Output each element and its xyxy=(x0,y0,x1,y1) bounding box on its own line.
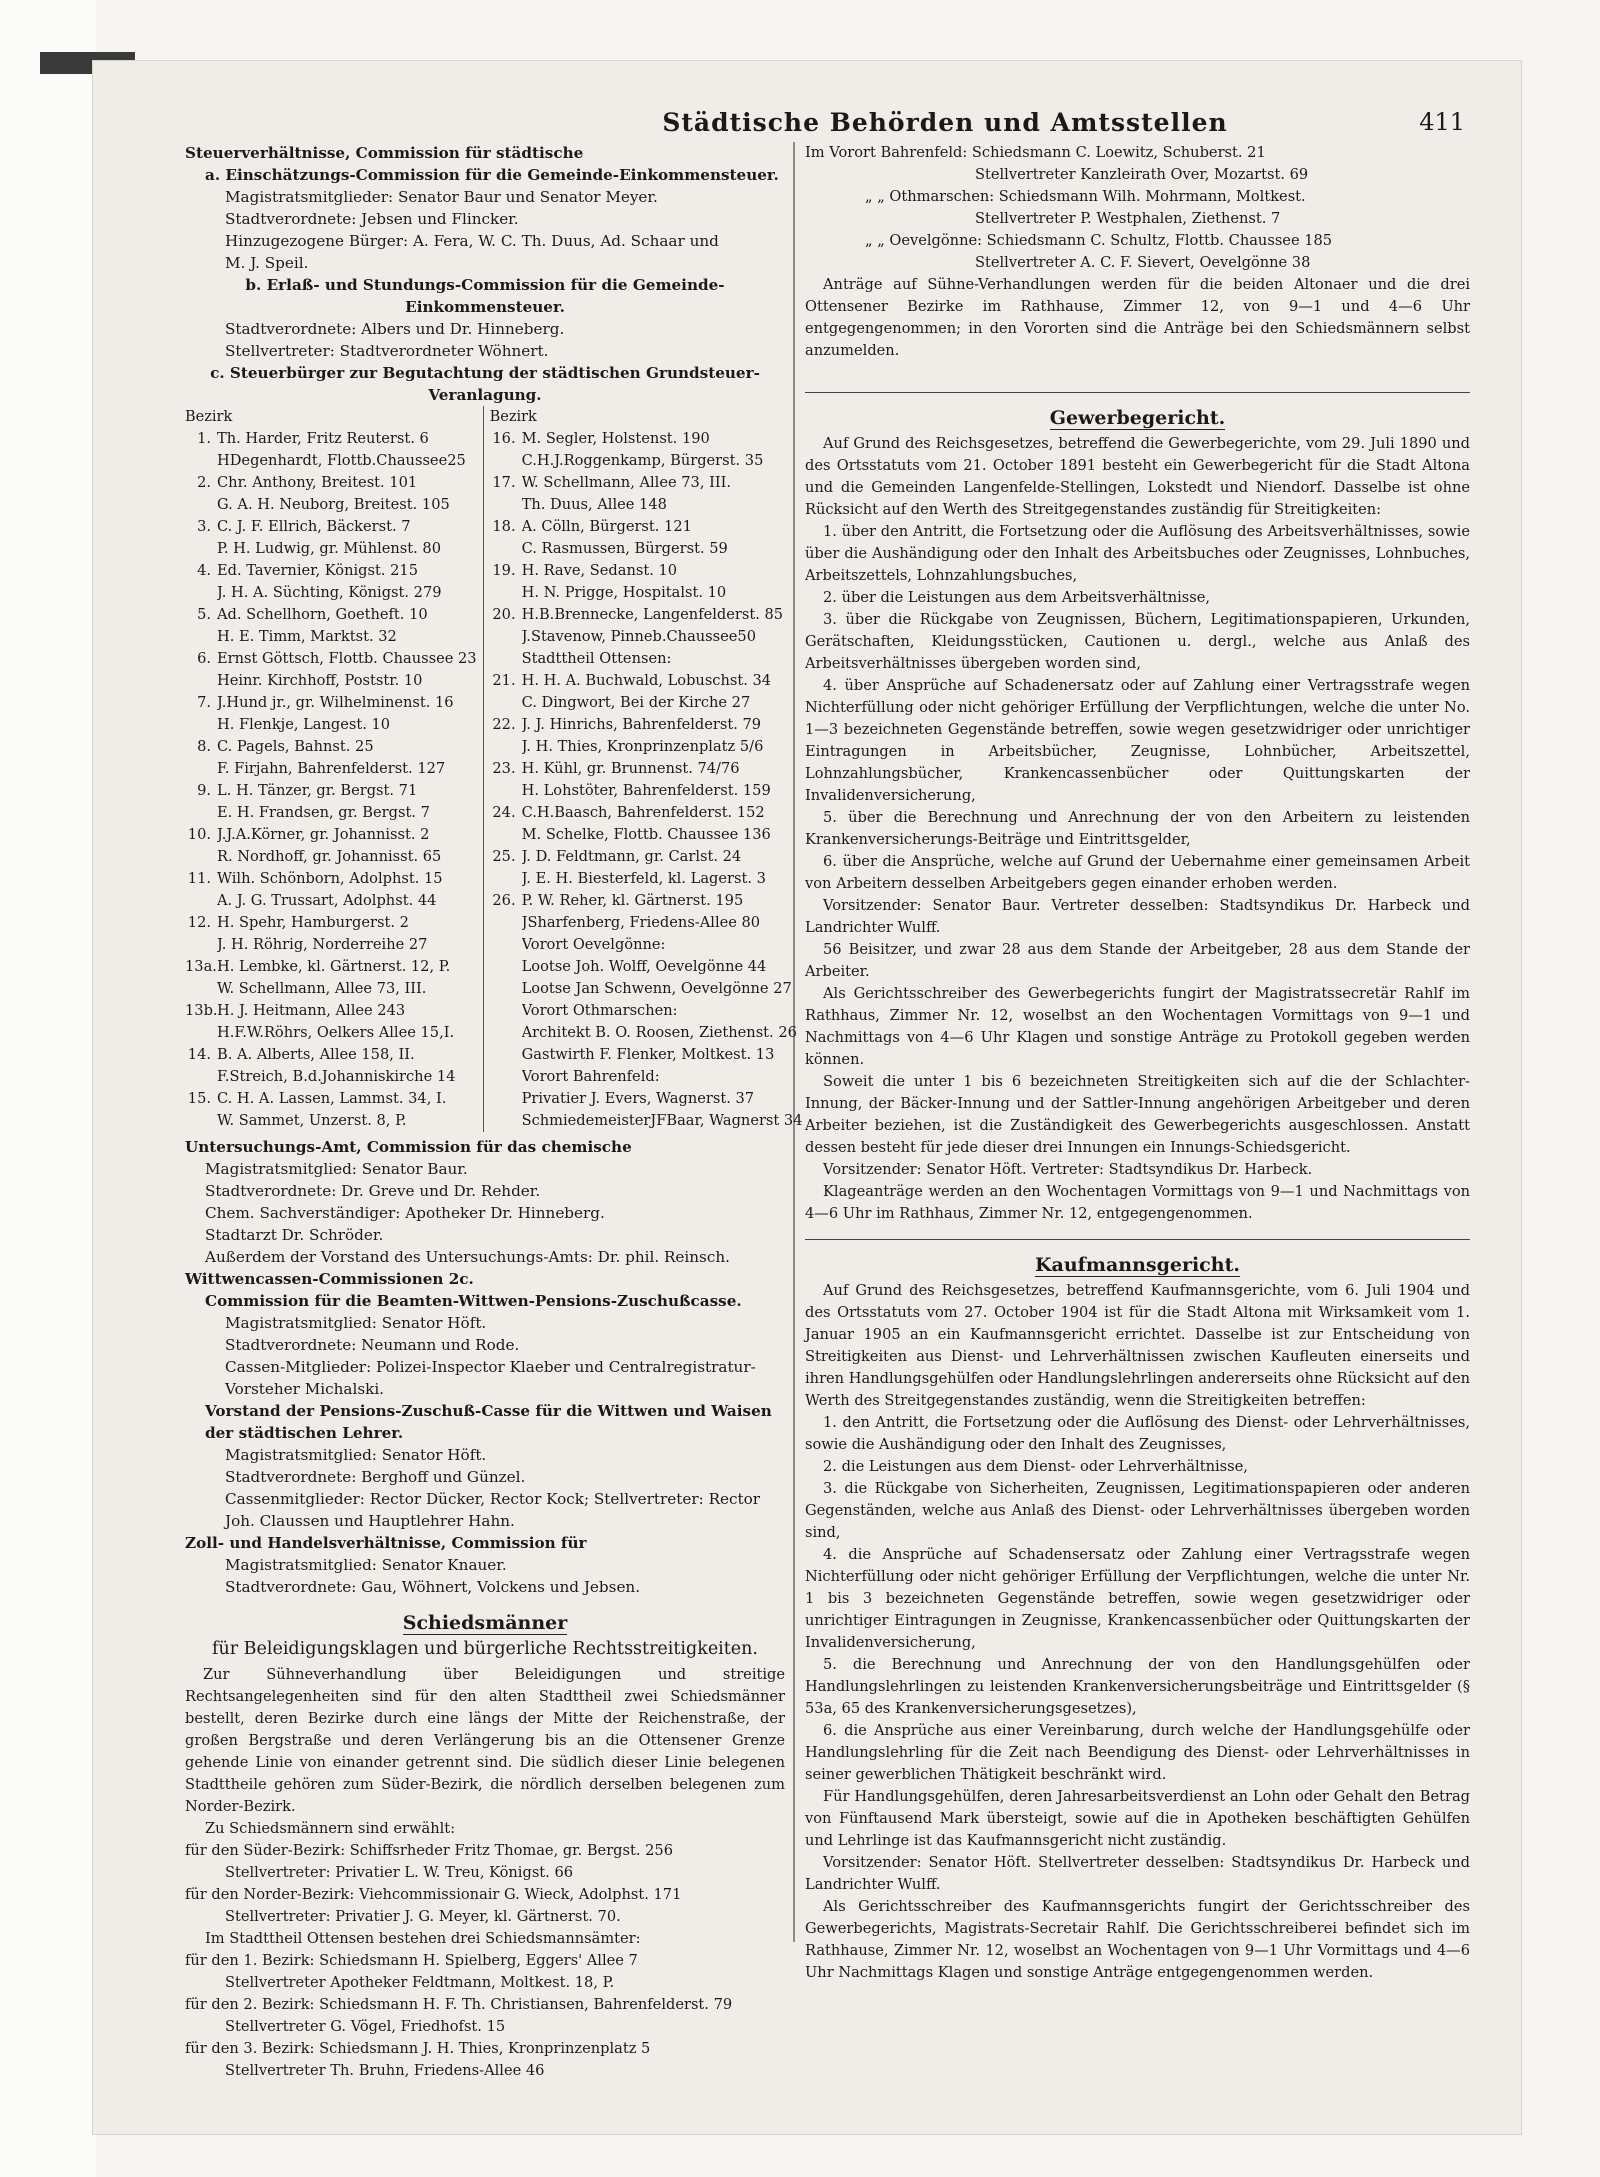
kaufmannsgericht-item: 6. die Ansprüche aus einer Vereinbarung, durch welche der Handlungsgehülfe oder Handlungslehrling für die Zeit nach Beendigung des Dienst- oder Lehrverhältnisses in seiner gewerblichen Thätigkeit beschränkt wird. xyxy=(805,1722,1470,1783)
bezirk-entry xyxy=(185,714,477,736)
bezirk-name: L. H. Tänzer, gr. Bergst. 71 xyxy=(217,782,418,799)
bezirk-name: B. A. Alberts, Allee 158, II. xyxy=(217,1046,415,1063)
bezirk-name: Ad. Schellhorn, Goetheft. 10 xyxy=(217,606,428,623)
kaufmannsgericht-item: 5. die Berechnung und Anrechnung der von den Handlungsgehülfen oder Handlungslehrlingen zu leistenden Krankenversicherungsbeiträge und Eintrittsgelder (§ 53a, 65 des Krankenversicherungsgesetzes), xyxy=(805,1656,1470,1717)
bezirk-number: 7. xyxy=(197,694,211,711)
bezirk-name: Vorort Bahrenfeld: xyxy=(521,1068,660,1085)
bezirk-entry xyxy=(490,626,803,648)
bezirk-name: Ed. Tavernier, Königst. 215 xyxy=(217,562,418,579)
bezirk-number: 19. xyxy=(492,562,516,579)
section-rule xyxy=(805,1239,1470,1240)
bezirk-entry xyxy=(185,1110,477,1132)
bezirk-number: 10. xyxy=(187,826,211,843)
bezirk-name: M. Schelke, Flottb. Chaussee 136 xyxy=(521,826,771,843)
bezirk-entry xyxy=(185,978,477,1000)
bezirk-number xyxy=(490,868,522,890)
bezirk-entry xyxy=(185,780,477,802)
bezirk-number: 25. xyxy=(492,848,516,865)
bezirk-name: J.Stavenow, Pinneb.Chaussee50 xyxy=(521,628,757,645)
vorort-line: Stellvertreter Kanzleirath Over, Mozartst. 69 xyxy=(975,166,1309,183)
bezirk-entry xyxy=(185,1066,477,1088)
bezirk-entry xyxy=(490,560,803,582)
schiedsmaenner-subtitle: für Beleidigungsklagen und bürgerliche Rechtsstreitigkeiten. xyxy=(211,1639,758,1659)
page-number: 411 xyxy=(1419,108,1465,136)
bezirk-number: 17. xyxy=(492,474,516,491)
bezirk-name: F. Firjahn, Bahrenfelderst. 127 xyxy=(217,760,446,777)
steuer-heading: Steuerverhältnisse, Commission für städtische xyxy=(185,144,584,162)
bezirk-label: Bezirk xyxy=(185,409,233,425)
bezirk-name: J. D. Feldtmann, gr. Carlst. 24 xyxy=(521,848,742,865)
bezirk-name: Architekt B. O. Roosen, Ziethenst. 26 xyxy=(521,1024,797,1041)
bezirk-entry xyxy=(490,538,803,560)
beamten-line: Vorsteher Michalski. xyxy=(225,1380,385,1398)
schiedsmaenner-line: Stellvertreter G. Vögel, Friedhofst. 15 xyxy=(225,2018,506,2035)
vorstand-heading: Vorstand der Pensions-Zuschuß-Casse für die Wittwen und Waisen der städtischen Lehrer. xyxy=(205,1402,772,1442)
bezirk-number xyxy=(185,1110,217,1132)
vorort-line: „ „ Othmarschen: Schiedsmann Wilh. Mohrmann, Moltkest. xyxy=(865,188,1306,205)
vorort-line: „ „ Oevelgönne: Schiedsmann C. Schultz, Flottb. Chaussee 185 xyxy=(865,232,1333,249)
bezirk-name: J. H. Röhrig, Norderreihe 27 xyxy=(217,936,428,953)
bezirk-name: Stadttheil Ottensen: xyxy=(521,650,672,667)
bezirk-number: 3. xyxy=(197,518,211,535)
page-title: Städtische Behörden und Amtsstellen xyxy=(662,108,1228,137)
untersuchungsamt-line: Magistratsmitglied: Senator Baur. xyxy=(205,1160,468,1178)
bezirk-number xyxy=(185,978,217,1000)
bezirk-name: P. W. Reher, kl. Gärtnerst. 195 xyxy=(521,892,744,909)
bezirk-number: 12. xyxy=(187,914,211,931)
schiedsmaenner-line: Stellvertreter: Privatier J. G. Meyer, kl. Gärtnerst. 70. xyxy=(225,1908,621,1925)
bezirk-number xyxy=(185,802,217,824)
vorstand-line: Magistratsmitglied: Senator Höft. xyxy=(225,1446,487,1464)
gewerbegericht-beisitzer: 56 Beisitzer, und zwar 28 aus dem Stande der Arbeitgeber, 28 aus dem Stande der Arbeiter. xyxy=(805,941,1470,980)
bezirk-number: 11. xyxy=(187,870,211,887)
schiedsmaenner-line: Stellvertreter Th. Bruhn, Friedens-Allee 46 xyxy=(225,2062,545,2079)
bezirk-number: 9. xyxy=(197,782,211,799)
bezirk-entry xyxy=(490,714,803,736)
gewerbegericht-title: Gewerbegericht. xyxy=(1049,407,1226,429)
untersuchungsamt-line: Stadtarzt Dr. Schröder. xyxy=(205,1226,384,1244)
kaufmannsgericht-title: Kaufmannsgericht. xyxy=(1035,1254,1240,1276)
bezirk-entry xyxy=(185,934,477,956)
bezirk-number: 5. xyxy=(197,606,211,623)
schiedsmaenner-line: für den 2. Bezirk: Schiedsmann H. F. Th. Christiansen, Bahrenfelderst. 79 xyxy=(185,1996,733,2013)
bezirk-number xyxy=(490,1110,522,1132)
untersuchungsamt-line: Stadtverordnete: Dr. Greve und Dr. Rehder. xyxy=(205,1182,541,1200)
bezirk-name: Wilh. Schönborn, Adolphst. 15 xyxy=(217,870,443,887)
commission-a-line: M. J. Speil. xyxy=(225,254,309,272)
bezirk-entry xyxy=(490,1066,803,1088)
bezirk-table-right xyxy=(484,406,803,1132)
bezirk-name: Vorort Oevelgönne: xyxy=(521,936,666,953)
bezirk-entry xyxy=(490,912,803,934)
schiedsmaenner-line: für den 3. Bezirk: Schiedsmann J. H. Thies, Kronprinzenplatz 5 xyxy=(185,2040,651,2057)
gewerbegericht-item: 2. über die Leistungen aus dem Arbeitsverhältnisse, xyxy=(823,589,1211,606)
bezirk-entry xyxy=(490,450,803,472)
bezirk-name: A. J. G. Trussart, Adolphst. 44 xyxy=(217,892,437,909)
bezirk-name: C. Dingwort, Bei der Kirche 27 xyxy=(521,694,751,711)
vorstand-line: Cassenmitglieder: Rector Dücker, Rector Kock; Stellvertreter: Rector xyxy=(225,1490,761,1508)
bezirk-name: J. H. A. Süchting, Königst. 279 xyxy=(217,584,442,601)
bezirk-entry xyxy=(490,934,803,956)
bezirk-entry xyxy=(185,582,477,604)
bezirk-entry xyxy=(185,648,477,670)
kaufmannsgericht-schreiber: Als Gerichtsschreiber des Kaufmannsgerichts fungirt der Gerichtsschreiber des Gewerbegerichts, Magistrats-Secretair Rahlf. Die Gerichtsschreiberei befindet sich im Rathhause, Zimmer Nr. 12, woselbst an Wochentagen von 9—1 Uhr Vormittags und 4—6 Uhr Nachmittags Klagen und sonstige Anträge entgegengenommen werden. xyxy=(805,1898,1470,1981)
bezirk-name: H. Rave, Sedanst. 10 xyxy=(521,562,678,579)
bezirk-number: 18. xyxy=(492,518,516,535)
commission-b-line: Stellvertreter: Stadtverordneter Wöhnert. xyxy=(225,342,549,360)
kaufmannsgericht-gehalt: Für Handlungsgehülfen, deren Jahresarbeitsverdienst an Lohn oder Gehalt den Betrag von Fünftausend Mark übersteigt, sowie auf die in Apotheken beschäftigten Gehülfen und Lehrlinge ist das Kaufmannsgericht nicht zuständig. xyxy=(805,1788,1470,1849)
bezirk-name: C. J. F. Ellrich, Bäckerst. 7 xyxy=(217,518,411,535)
bezirk-name: W. Schellmann, Allee 73, III. xyxy=(217,980,427,997)
schiedsmaenner-line: Zu Schiedsmännern sind erwählt: xyxy=(205,1820,456,1837)
bezirk-entry xyxy=(490,802,803,824)
bezirk-name: C.H.Baasch, Bahrenfelderst. 152 xyxy=(521,804,765,821)
bezirk-number: 20. xyxy=(492,606,516,623)
bezirk-entry xyxy=(185,868,477,890)
bezirk-name: Vorort Othmarschen: xyxy=(521,1002,678,1019)
bezirk-entry xyxy=(490,736,803,758)
bezirk-number xyxy=(185,934,217,956)
bezirk-number: 4. xyxy=(197,562,211,579)
bezirk-name: J. J. Hinrichs, Bahrenfelderst. 79 xyxy=(521,716,762,733)
kaufmannsgericht-heading xyxy=(805,1254,1470,1276)
gewerbegericht-item: 4. über Ansprüche auf Schadenersatz oder auf Zahlung einer Vertragsstrafe wegen Nichterfüllung oder nicht gehöriger Erfüllung der Verpflichtungen, welche die unter No. 1—3 bezeichneten Gegenstände betreffen, sowie wegen gesetzwidriger oder unrichtiger Eintragungen in Arbeitsbücher, Zeugnisse, Lohnbücher, Arbeitszettel, Lohnzahlungsbücher, Krankencassenbücher oder Quittungskarten der Invalidenversicherung, xyxy=(805,677,1470,804)
bezirk-entry xyxy=(490,978,803,1000)
schiedsmaenner-line: für den Süder-Bezirk: Schiffsrheder Fritz Thomae, gr. Bergst. 256 xyxy=(185,1842,673,1859)
left-column xyxy=(185,142,803,2082)
schiedsmaenner-line: Stellvertreter Apotheker Feldtmann, Moltkest. 18, P. xyxy=(225,1974,615,1991)
bezirk-number: 8. xyxy=(197,738,211,755)
beamten-line: Magistratsmitglied: Senator Höft. xyxy=(225,1314,487,1332)
bezirk-entry xyxy=(490,1044,803,1066)
gewerbegericht-innung: Soweit die unter 1 bis 6 bezeichneten Streitigkeiten sich auf die der Schlachter-Innung, der Bäcker-Innung und der Sattler-Innung angehörigen Arbeitgeber und deren Arbeiter beziehen, ist die Zuständigkeit des Gewerbegerichts ausgeschlossen. Anstatt dessen besteht für jede dieser drei Innungen ein Innungs-Schiedsgericht. xyxy=(805,1073,1470,1156)
bezirk-name: C. H. A. Lassen, Lammst. 34, I. xyxy=(217,1090,447,1107)
bezirk-number: 15. xyxy=(187,1090,211,1107)
bezirk-entry xyxy=(185,516,477,538)
scan-margin xyxy=(0,0,96,2177)
schiedsmaenner-line: für den Norder-Bezirk: Viehcommissionair G. Wieck, Adolphst. 171 xyxy=(185,1886,682,1903)
bezirk-name: Lootse Joh. Wolff, Oevelgönne 44 xyxy=(521,958,767,975)
bezirk-entry xyxy=(490,428,803,450)
bezirk-entry xyxy=(185,604,477,626)
bezirk-entry xyxy=(490,648,803,670)
bezirk-number xyxy=(490,934,522,956)
bezirk-entry xyxy=(185,956,477,978)
bezirk-entry xyxy=(490,1000,803,1022)
bezirk-name: Gastwirth F. Flenker, Moltkest. 13 xyxy=(521,1046,775,1063)
bezirk-name: H. Spehr, Hamburgerst. 2 xyxy=(217,914,409,931)
bezirk-name: H. Kühl, gr. Brunnenst. 74/76 xyxy=(521,760,740,777)
vorort-line: Stellvertreter A. C. F. Sievert, Oevelgönne 38 xyxy=(975,254,1311,271)
zoll-line: Stadtverordnete: Gau, Wöhnert, Volckens und Jebsen. xyxy=(225,1578,641,1596)
bezirk-number xyxy=(185,890,217,912)
wittwencassen-heading: Wittwencassen-Commissionen 2c. xyxy=(185,1270,474,1288)
vorstand-line: Stadtverordnete: Berghoff und Günzel. xyxy=(225,1468,526,1486)
bezirk-number xyxy=(490,626,522,648)
vorort-line: Im Vorort Bahrenfeld: Schiedsmann C. Loewitz, Schuberst. 21 xyxy=(805,144,1266,161)
page-header xyxy=(595,108,1465,144)
bezirk-number: 6. xyxy=(197,650,211,667)
bezirk-number xyxy=(490,956,522,978)
bezirk-name: Th. Duus, Allee 148 xyxy=(521,496,667,513)
bezirk-entry xyxy=(185,626,477,648)
bezirk-name: G. A. H. Neuborg, Breitest. 105 xyxy=(217,496,450,513)
zoll-heading: Zoll- und Handelsverhältnisse, Commission für xyxy=(185,1534,587,1552)
bezirk-entry xyxy=(490,582,803,604)
bezirk-number: 22. xyxy=(492,716,516,733)
right-column xyxy=(805,142,1470,1984)
schiedsmaenner-paragraph: Zur Sühneverhandlung über Beleidigungen und streitige Rechtsangelegenheiten sind für den alten Stadttheil zwei Schiedsmänner bestellt, deren Bezirke durch eine längs der Mitte der Reichenstraße, der großen Bergstraße und deren Verlängerung bis an die Ottensener Grenze gehende Linie von einander getrennt sind. Die südlich dieser Linie belegenen Stadttheile gehören zum Süder-Bezirk, die nördlich derselben belegenen zum Norder-Bezirk. xyxy=(185,1666,785,1815)
bezirk-entry xyxy=(185,890,477,912)
gewerbegericht-item: 3. über die Rückgabe von Zeugnissen, Büchern, Legitimationspapieren, Urkunden, Gerätschaften, Kleidungsstücken, Cautionen u. dergl., welche aus Anlaß des Arbeitsverhältnisses übergeben worden sind, xyxy=(805,611,1470,672)
bezirk-table xyxy=(185,406,803,1132)
bezirk-number: 24. xyxy=(492,804,516,821)
bezirk-number xyxy=(490,538,522,560)
bezirk-name: SchmiedemeisterJFBaar, Wagnerst 34 xyxy=(521,1112,803,1129)
gewerbegericht-item: 1. über den Antritt, die Fortsetzung oder die Auflösung des Arbeitsverhältnisses, sowie über die Aushändigung oder den Inhalt des Arbeitsbuches oder Zeugnisses, Lohnbuches, Arbeitszettels, Lohnzahlungsbuches, xyxy=(805,523,1470,584)
bezirk-number xyxy=(490,978,522,1000)
bezirk-entry xyxy=(490,956,803,978)
commission-c-heading: c. Steuerbürger zur Begutachtung der städtischen Grundsteuer-Veranlagung. xyxy=(210,364,760,404)
bezirk-entry xyxy=(185,1044,477,1066)
bezirk-entry xyxy=(185,670,477,692)
bezirk-number xyxy=(490,1088,522,1110)
bezirk-entry xyxy=(185,1022,477,1044)
bezirk-number xyxy=(185,1022,217,1044)
bezirk-name: W. Sammet, Unzerst. 8, P. xyxy=(217,1112,407,1129)
bezirk-name: C. Pagels, Bahnst. 25 xyxy=(217,738,374,755)
bezirk-entry xyxy=(185,912,477,934)
bezirk-entry xyxy=(490,868,803,890)
bezirk-name: P. H. Ludwig, gr. Mühlenst. 80 xyxy=(217,540,441,557)
zoll-line: Magistratsmitglied: Senator Knauer. xyxy=(225,1556,507,1574)
bezirk-entry xyxy=(490,1088,803,1110)
bezirk-name: H. N. Prigge, Hospitalst. 10 xyxy=(521,584,727,601)
bezirk-number: 21. xyxy=(492,672,516,689)
bezirk-name: H.F.W.Röhrs, Oelkers Allee 15,I. xyxy=(217,1024,455,1041)
kaufmannsgericht-item: 1. den Antritt, die Fortsetzung oder die Auflösung des Dienst- oder Lehrverhältnisses, sowie die Aushändigung oder den Inhalt des Zeugnisses, xyxy=(805,1414,1470,1453)
gewerbegericht-item: 5. über die Berechnung und Anrechnung der von den Arbeitern zu leistenden Krankenversicherungs-Beiträge und Eintrittsgelder, xyxy=(805,809,1470,848)
bezirk-number: 26. xyxy=(492,892,516,909)
bezirk-entry xyxy=(490,890,803,912)
bezirk-entry xyxy=(185,692,477,714)
bezirk-table-left xyxy=(185,406,484,1132)
bezirk-entry xyxy=(490,604,803,626)
bezirk-number xyxy=(185,450,217,472)
bezirk-entry xyxy=(490,824,803,846)
bezirk-name: M. Segler, Holstenst. 190 xyxy=(521,430,710,447)
schiedsmaenner-line: für den 1. Bezirk: Schiedsmann H. Spielberg, Eggers' Allee 7 xyxy=(185,1952,638,1969)
commission-a-line: Hinzugezogene Bürger: A. Fera, W. C. Th. Duus, Ad. Schaar und xyxy=(225,232,719,250)
gewerbegericht-klage: Klageanträge werden an den Wochentagen Vormittags von 9—1 und Nachmittags von 4—6 Uhr im Rathhaus, Zimmer Nr. 12, entgegengenommen. xyxy=(805,1183,1470,1222)
bezirk-name: Privatier J. Evers, Wagnerst. 37 xyxy=(521,1090,755,1107)
bezirk-name: J. E. H. Biesterfeld, kl. Lagerst. 3 xyxy=(521,870,766,887)
beamten-line: Stadtverordnete: Neumann und Rode. xyxy=(225,1336,520,1354)
bezirk-name: H. J. Heitmann, Allee 243 xyxy=(217,1002,406,1019)
bezirk-name: C.H.J.Roggenkamp, Bürgerst. 35 xyxy=(521,452,764,469)
bezirk-name: Heinr. Kirchhoff, Poststr. 10 xyxy=(217,672,423,689)
bezirk-number xyxy=(490,1044,522,1066)
bezirk-name: H. Lembke, kl. Gärtnerst. 12, P. xyxy=(217,958,451,975)
commission-a-line: Magistratsmitglieder: Senator Baur und Senator Meyer. xyxy=(225,188,658,206)
bezirk-number xyxy=(490,1000,522,1022)
bezirk-number xyxy=(185,494,217,516)
schiedsmaenner-heading xyxy=(185,1612,785,1634)
bezirk-number xyxy=(490,648,522,670)
untersuchungsamt-line: Außerdem der Vorstand des Untersuchungs-Amts: Dr. phil. Reinsch. xyxy=(205,1248,730,1266)
bezirk-number xyxy=(490,692,522,714)
schiedsmaenner-line: Stellvertreter: Privatier L. W. Treu, Königst. 66 xyxy=(225,1864,574,1881)
bezirk-entry xyxy=(490,1110,803,1132)
bezirk-number xyxy=(185,758,217,780)
bezirk-name: R. Nordhoff, gr. Johannisst. 65 xyxy=(217,848,442,865)
section-rule xyxy=(805,392,1470,393)
bezirk-name: Th. Harder, Fritz Reuterst. 6 xyxy=(217,430,429,447)
bezirk-name: W. Schellmann, Allee 73, III. xyxy=(521,474,732,491)
bezirk-entry xyxy=(490,758,803,780)
beamten-line: Cassen-Mitglieder: Polizei-Inspector Klaeber und Centralregistratur- xyxy=(225,1358,756,1376)
bezirk-entry xyxy=(185,1088,477,1110)
gewerbegericht-vorsitz: Vorsitzender: Senator Baur. Vertreter desselben: Stadtsyndikus Dr. Harbeck und Landrichter Wulff. xyxy=(805,897,1470,936)
bezirk-name: HDegenhardt, Flottb.Chaussee25 xyxy=(217,452,466,469)
bezirk-entry xyxy=(490,494,803,516)
bezirk-name: F.Streich, B.d.Johanniskirche 14 xyxy=(217,1068,456,1085)
vorstand-line: Joh. Claussen und Hauptlehrer Hahn. xyxy=(225,1512,515,1530)
antraege-paragraph: Anträge auf Sühne-Verhandlungen werden für die beiden Altonaer und die drei Ottensener Bezirke im Rathhause, Zimmer 12, von 9—1 und 4—6 Uhr entgegengenommen; in den Vororten sind die Anträge bei den Schiedsmännern selbst anzumelden. xyxy=(805,276,1470,359)
bezirk-entry xyxy=(490,692,803,714)
bezirk-label: Bezirk xyxy=(489,409,537,425)
bezirk-number xyxy=(185,626,217,648)
bezirk-entry xyxy=(185,428,477,450)
bezirk-name: Lootse Jan Schwenn, Oevelgönne 27 xyxy=(521,980,792,997)
kaufmannsgericht-item: 4. die Ansprüche auf Schadensersatz oder Zahlung einer Vertragsstrafe wegen Nichterfüllung oder nicht gehöriger Erfüllung der Verpflichtungen, welche die unter Nr. 1 bis 3 bezeichneten Gegenstände betreffen, sowie wegen gesetzwidriger oder unrichtiger Eintragungen in Zeugnisse, Krankencassenbücher oder Quittungskarten der Invalidenversicherung, xyxy=(805,1546,1470,1651)
bezirk-name: H. Flenkje, Langest. 10 xyxy=(217,716,391,733)
bezirk-entry xyxy=(490,780,803,802)
untersuchungsamt-heading: Untersuchungs-Amt, Commission für das chemische xyxy=(185,1138,632,1156)
commission-a-heading: a. Einschätzungs-Commission für die Gemeinde-Einkommensteuer. xyxy=(205,166,779,184)
beamten-heading: Commission für die Beamten-Wittwen-Pensions-Zuschußcasse. xyxy=(205,1292,742,1310)
kaufmannsgericht-paragraph: Auf Grund des Reichsgesetzes, betreffend Kaufmannsgerichte, vom 6. Juli 1904 und des Ortsstatuts vom 27. October 1904 ist für die Stadt Altona mit Wirksamkeit vom 1. Januar 1905 an ein Kaufmannsgericht errichtet. Dasselbe ist zur Entscheidung von Streitigkeiten aus Dienst- und Lehrverhältnissen zwischen Kaufleuten einerseits und ihren Handlungsgehülfen oder Handlungslehrlingen andererseits ohne Rücksicht auf den Werth des Streitgegenstandes zuständig, wenn die Streitigkeiten betreffen: xyxy=(805,1282,1470,1409)
bezirk-number xyxy=(490,736,522,758)
bezirk-entry xyxy=(185,1000,477,1022)
commission-a-line: Stadtverordnete: Jebsen und Flincker. xyxy=(225,210,519,228)
bezirk-number xyxy=(185,714,217,736)
commission-b-heading: b. Erlaß- und Stundungs-Commission für die Gemeinde-Einkommensteuer. xyxy=(245,276,725,316)
bezirk-name: J.Hund jr., gr. Wilhelminenst. 16 xyxy=(217,694,454,711)
bezirk-number xyxy=(490,1022,522,1044)
bezirk-entry xyxy=(185,758,477,780)
bezirk-number xyxy=(490,912,522,934)
bezirk-number xyxy=(185,670,217,692)
commission-b-line: Stadtverordnete: Albers und Dr. Hinneberg. xyxy=(225,320,565,338)
bezirk-number xyxy=(490,582,522,604)
bezirk-entry xyxy=(185,538,477,560)
bezirk-name: Ernst Göttsch, Flottb. Chaussee 23 xyxy=(217,650,477,667)
schiedsmaenner-line: Im Stadttheil Ottensen bestehen drei Schiedsmannsämter: xyxy=(205,1930,641,1947)
bezirk-name: C. Rasmussen, Bürgerst. 59 xyxy=(521,540,728,557)
bezirk-entry xyxy=(185,560,477,582)
bezirk-number xyxy=(185,582,217,604)
bezirk-name: Chr. Anthony, Breitest. 101 xyxy=(217,474,418,491)
bezirk-entry xyxy=(185,494,477,516)
bezirk-name: JSharfenberg, Friedens-Allee 80 xyxy=(521,914,761,931)
bezirk-entry xyxy=(490,1022,803,1044)
bezirk-left-list xyxy=(185,428,477,1132)
bezirk-entry xyxy=(490,472,803,494)
bezirk-number: 2. xyxy=(197,474,211,491)
bezirk-entry xyxy=(185,824,477,846)
bezirk-entry xyxy=(185,736,477,758)
bezirk-number xyxy=(490,1066,522,1088)
schiedsmaenner-title: Schiedsmänner xyxy=(402,1612,568,1634)
bezirk-name: E. H. Frandsen, gr. Bergst. 7 xyxy=(217,804,430,821)
bezirk-name: H. H. A. Buchwald, Lobuschst. 34 xyxy=(521,672,772,689)
bezirk-entry xyxy=(185,802,477,824)
vorort-line: Stellvertreter P. Westphalen, Ziethenst. 7 xyxy=(975,210,1281,227)
bezirk-number xyxy=(185,846,217,868)
bezirk-entry xyxy=(490,516,803,538)
bezirk-entry xyxy=(185,846,477,868)
bezirk-name: J. H. Thies, Kronprinzenplatz 5/6 xyxy=(521,738,764,755)
bezirk-entry xyxy=(490,846,803,868)
bezirk-number xyxy=(490,780,522,802)
bezirk-number: 16. xyxy=(492,430,516,447)
bezirk-entry xyxy=(185,450,477,472)
kaufmannsgericht-vorsitz: Vorsitzender: Senator Höft. Stellvertreter desselben: Stadtsyndikus Dr. Harbeck und Landrichter Wulff. xyxy=(805,1854,1470,1893)
bezirk-name: J.J.A.Körner, gr. Johannisst. 2 xyxy=(217,826,430,843)
bezirk-name: H. E. Timm, Marktst. 32 xyxy=(217,628,397,645)
kaufmannsgericht-item: 3. die Rückgabe von Sicherheiten, Zeugnissen, Legitimationspapieren oder anderen Gegenständen, welche aus Anlaß des Dienst- oder Lehrverhältnisses übergeben worden sind, xyxy=(805,1480,1470,1541)
bezirk-entry xyxy=(490,670,803,692)
kaufmannsgericht-item: 2. die Leistungen aus dem Dienst- oder Lehrverhältnisse, xyxy=(823,1458,1248,1475)
bezirk-name: H.B.Brennecke, Langenfelderst. 85 xyxy=(521,606,784,623)
gewerbegericht-heading xyxy=(805,407,1470,429)
bezirk-number: 1. xyxy=(197,430,211,447)
untersuchungsamt-line: Chem. Sachverständiger: Apotheker Dr. Hinneberg. xyxy=(205,1204,605,1222)
bezirk-number: 14. xyxy=(187,1046,211,1063)
bezirk-number: 13b. xyxy=(185,1002,218,1019)
bezirk-number xyxy=(490,824,522,846)
bezirk-number: 13a. xyxy=(185,958,217,975)
bezirk-name: A. Cölln, Bürgerst. 121 xyxy=(521,518,692,535)
bezirk-right-list xyxy=(490,428,803,1132)
gewerbegericht-paragraph: Auf Grund des Reichsgesetzes, betreffend die Gewerbegerichte, vom 29. Juli 1890 und des Ortsstatuts vom 21. October 1891 besteht ein Gewerbegericht für die Stadt Altona und die Gemeinden Langenfelde-Stellingen, Lokstedt und Niendorf. Dasselbe ist ohne Rücksicht auf den Werth des Streitgegenstandes zuständig für Streitigkeiten: xyxy=(805,435,1470,518)
bezirk-number xyxy=(490,494,522,516)
bezirk-name: H. Lohstöter, Bahrenfelderst. 159 xyxy=(521,782,771,799)
gewerbegericht-vorsitz2: Vorsitzender: Senator Höft. Vertreter: Stadtsyndikus Dr. Harbeck. xyxy=(823,1161,1313,1178)
gewerbegericht-schreiber: Als Gerichtsschreiber des Gewerbegerichts fungirt der Magistratssecretär Rahlf im Rathhaus, Zimmer Nr. 12, woselbst an den Wochentagen Vormittags von 9—1 und Nachmittags von 4—6 Uhr Klagen und sonstige Anträge zu Protokoll gegeben werden können. xyxy=(805,985,1470,1068)
bezirk-number xyxy=(185,538,217,560)
bezirk-entry xyxy=(185,472,477,494)
bezirk-number xyxy=(185,1066,217,1088)
bezirk-number: 23. xyxy=(492,760,516,777)
bezirk-number xyxy=(490,450,522,472)
gewerbegericht-item: 6. über die Ansprüche, welche auf Grund der Uebernahme einer gemeinsamen Arbeit von Arbeitern desselben Arbeitgebers gegen einander erhoben werden. xyxy=(805,853,1470,892)
